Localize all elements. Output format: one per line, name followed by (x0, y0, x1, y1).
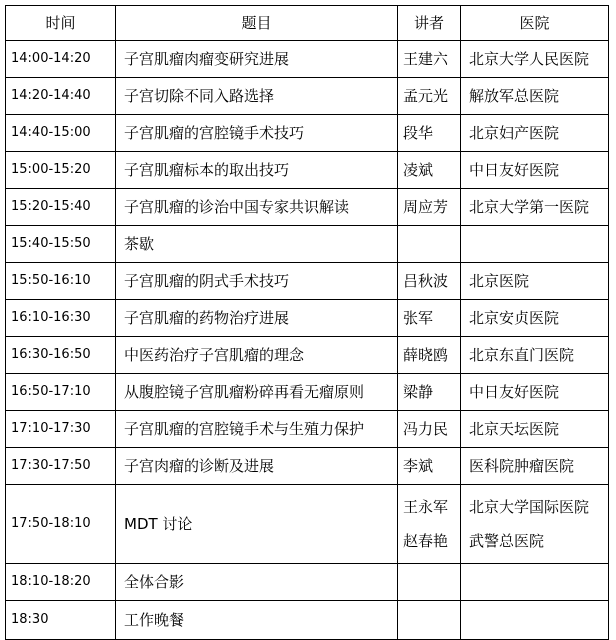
session-time: 17:30-17:50 (6, 448, 116, 485)
session-speaker (398, 41, 461, 78)
session-topic: 子宫肌瘤的诊治中国专家共识解读 (116, 189, 398, 226)
session-hospital (461, 601, 609, 640)
session-time: 16:10-16:30 (6, 300, 116, 337)
header-topic: 题目 (116, 6, 398, 41)
table-row (6, 411, 609, 448)
session-speaker (398, 300, 461, 337)
table-row (6, 485, 609, 564)
speaker-name: 赵春艳 (403, 532, 449, 550)
table-row (6, 41, 609, 78)
session-time: 16:30-16:50 (6, 337, 116, 374)
session-hospital (461, 189, 609, 226)
session-hospital (461, 448, 609, 485)
session-time: 18:30 (6, 601, 116, 640)
table-row (6, 152, 609, 189)
session-topic: 从腹腔镜子宫肌瘤粉碎再看无瘤原则 (116, 374, 398, 411)
speaker-name: 张军 (403, 309, 434, 327)
session-hospital (461, 411, 609, 448)
session-time: 15:50-16:10 (6, 263, 116, 300)
session-time: 15:20-15:40 (6, 189, 116, 226)
speaker-name: 凌斌 (403, 161, 434, 179)
session-hospital (461, 263, 609, 300)
session-time: 17:10-17:30 (6, 411, 116, 448)
hospital-name: 武警总医院 (469, 532, 545, 550)
hospital-name: 北京妇产医院 (469, 124, 560, 142)
speaker-name: 薛晓鸥 (403, 346, 449, 364)
session-topic: MDT 讨论 (116, 485, 398, 564)
session-topic: 茶歇 (116, 226, 398, 263)
session-hospital (461, 115, 609, 152)
session-time: 14:40-15:00 (6, 115, 116, 152)
session-topic: 中医药治疗子宫肌瘤的理念 (116, 337, 398, 374)
hospital-name: 北京医院 (469, 272, 530, 290)
session-time: 15:00-15:20 (6, 152, 116, 189)
session-speaker (398, 78, 461, 115)
session-topic: 全体合影 (116, 564, 398, 601)
session-speaker (398, 374, 461, 411)
schedule-table (5, 5, 609, 640)
table-row (6, 263, 609, 300)
session-time: 16:50-17:10 (6, 374, 116, 411)
session-speaker (398, 226, 461, 263)
session-topic: 子宫肌瘤的宫腔镜手术与生殖力保护 (116, 411, 398, 448)
session-speaker (398, 337, 461, 374)
session-hospital (461, 337, 609, 374)
session-hospital (461, 226, 609, 263)
table-row (6, 564, 609, 601)
session-topic: 子宫肌瘤肉瘤变研究进展 (116, 41, 398, 78)
speaker-name: 吕秋波 (403, 272, 449, 290)
table-row (6, 337, 609, 374)
session-speaker (398, 189, 461, 226)
table-row (6, 300, 609, 337)
hospital-name: 北京大学国际医院 (469, 498, 590, 516)
speaker-name: 冯力民 (403, 420, 449, 438)
header-speaker: 讲者 (398, 6, 461, 41)
hospital-name: 医科院肿瘤医院 (469, 457, 575, 475)
schedule-body (6, 41, 609, 640)
session-hospital (461, 300, 609, 337)
hospital-name: 北京天坛医院 (469, 420, 560, 438)
header-hospital: 医院 (461, 6, 609, 41)
session-topic: 子宫肌瘤的宫腔镜手术技巧 (116, 115, 398, 152)
session-topic: 子宫肌瘤的阴式手术技巧 (116, 263, 398, 300)
session-speaker (398, 152, 461, 189)
hospital-name: 解放军总医院 (469, 87, 560, 105)
table-row (6, 226, 609, 263)
session-topic: 子宫肌瘤标本的取出技巧 (116, 152, 398, 189)
session-topic: 子宫肉瘤的诊断及进展 (116, 448, 398, 485)
session-hospital (461, 41, 609, 78)
speaker-name: 王建六 (403, 50, 449, 68)
hospital-name: 中日友好医院 (469, 383, 560, 401)
hospital-name: 中日友好医院 (469, 161, 560, 179)
speaker-name: 李斌 (403, 457, 434, 475)
hospital-name: 北京东直门医院 (469, 346, 575, 364)
table-row (6, 78, 609, 115)
session-speaker (398, 263, 461, 300)
session-time: 17:50-18:10 (6, 485, 116, 564)
session-hospital (461, 564, 609, 601)
session-time: 18:10-18:20 (6, 564, 116, 601)
table-row (6, 189, 609, 226)
session-hospital (461, 485, 609, 564)
hospital-name: 北京大学第一医院 (469, 198, 590, 216)
speaker-name: 王永军 (403, 498, 449, 516)
session-time: 15:40-15:50 (6, 226, 116, 263)
table-row (6, 115, 609, 152)
session-topic: 子宫切除不同入路选择 (116, 78, 398, 115)
table-row (6, 374, 609, 411)
session-speaker (398, 411, 461, 448)
session-speaker (398, 448, 461, 485)
speaker-name: 孟元光 (403, 87, 449, 105)
speaker-name: 段华 (403, 124, 434, 142)
speaker-name: 周应芳 (403, 198, 449, 216)
session-speaker (398, 564, 461, 601)
table-row (6, 448, 609, 485)
session-time: 14:20-14:40 (6, 78, 116, 115)
session-topic: 工作晚餐 (116, 601, 398, 640)
session-hospital (461, 152, 609, 189)
session-topic: 子宫肌瘤的药物治疗进展 (116, 300, 398, 337)
session-hospital (461, 78, 609, 115)
speaker-name: 梁静 (403, 383, 434, 401)
hospital-name: 北京大学人民医院 (469, 50, 590, 68)
hospital-name: 北京安贞医院 (469, 309, 560, 327)
session-hospital (461, 374, 609, 411)
session-speaker (398, 601, 461, 640)
header-row (6, 6, 609, 41)
session-speaker (398, 115, 461, 152)
session-speaker (398, 485, 461, 564)
header-time: 时间 (6, 6, 116, 41)
session-time: 14:00-14:20 (6, 41, 116, 78)
table-row (6, 601, 609, 640)
